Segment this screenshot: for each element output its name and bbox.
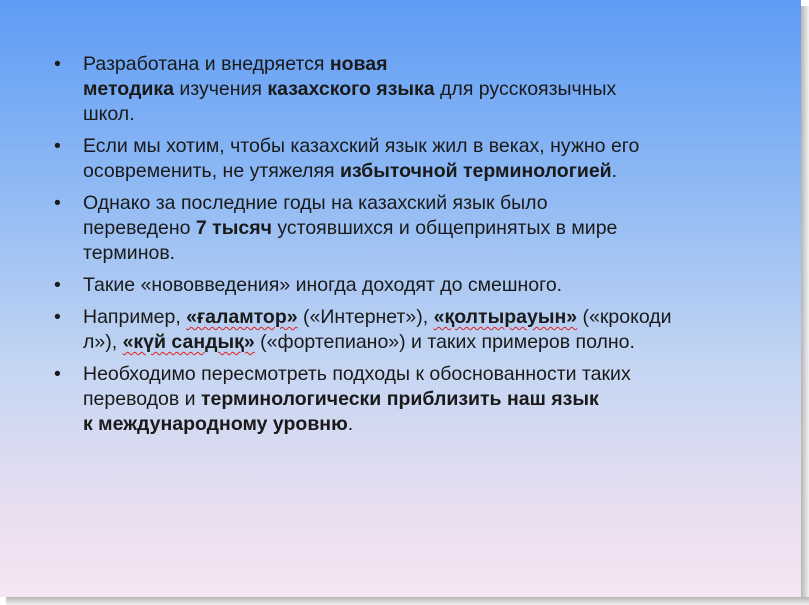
bullet-item: [54, 305, 754, 355]
bullet-line: [83, 216, 754, 241]
bullet-dot: •: [54, 192, 61, 214]
bold-run: 7 тысяч: [195, 217, 272, 239]
text-run: Если мы хотим, чтобы казахский язык жил в веках, нужно его: [83, 135, 640, 157]
bullet-line: [83, 102, 754, 127]
bold-run: терминологически приблизить наш язык: [200, 388, 599, 410]
text-run: («крокоди: [577, 306, 672, 328]
bullet-line: [83, 52, 754, 77]
slide-shadow-bottom: [6, 597, 809, 605]
bold-run: избыточной терминологией: [339, 160, 612, 182]
bullet-line: [83, 273, 754, 298]
text-run: переведено: [83, 217, 196, 239]
bullet-line: [83, 134, 754, 159]
bullet-line: [83, 159, 754, 184]
bullet-dot: •: [54, 274, 61, 296]
text-run: («Интернет»),: [297, 306, 434, 328]
bullet-line: [83, 362, 754, 387]
text-run: Однако за последние годы на казахский язык было: [83, 192, 548, 214]
bullet-item: [54, 362, 754, 437]
bullet-list: [54, 52, 754, 444]
text-run: школ.: [83, 103, 135, 125]
bullet-item: [54, 191, 754, 266]
text-run: Например,: [83, 306, 187, 328]
text-run: Разработана и внедряется: [83, 53, 330, 75]
bold-run: «қолтырауын»: [433, 306, 578, 328]
bullet-dot: •: [54, 53, 61, 75]
text-run: («фортепиано») и таких примеров полно.: [254, 331, 635, 353]
bold-run: к международному уровню: [83, 413, 348, 435]
text-run: для русскоязычных: [434, 78, 617, 100]
bullet-item: [54, 134, 754, 184]
text-run: изучения: [173, 78, 268, 100]
bullet-dot: •: [54, 135, 61, 157]
text-run: Необходимо пересмотреть подходы к обоснованности таких: [83, 363, 631, 385]
bullet-line: [83, 305, 754, 330]
bullet-item: [54, 52, 754, 127]
bold-run: «ғаламтор»: [186, 306, 298, 328]
text-run: устоявшихся и общепринятых в мире: [271, 217, 618, 239]
bullet-dot: •: [54, 306, 61, 328]
text-run: осовременить, не утяжеляя: [83, 160, 340, 182]
text-run: Такие «нововведения» иногда доходят до смешного.: [83, 274, 563, 296]
bullet-item: [54, 273, 754, 298]
bullet-line: [83, 191, 754, 216]
bullet-line: [83, 412, 754, 437]
text-run: терминов.: [83, 242, 176, 264]
text-run: .: [611, 160, 618, 182]
bullet-line: [83, 241, 754, 266]
text-run: .: [347, 413, 354, 435]
slide-shadow-right: [801, 6, 809, 605]
bullet-line: [83, 77, 754, 102]
bullet-dot: •: [54, 363, 61, 385]
text-run: л»),: [83, 331, 123, 353]
bold-run: «күй сандық»: [122, 331, 255, 353]
bold-run: новая: [329, 53, 388, 75]
text-run: переводов и: [83, 388, 201, 410]
bold-run: казахского языка: [267, 78, 435, 100]
bullet-line: [83, 387, 754, 412]
bullet-line: [83, 330, 754, 355]
bold-run: методика: [83, 78, 174, 100]
